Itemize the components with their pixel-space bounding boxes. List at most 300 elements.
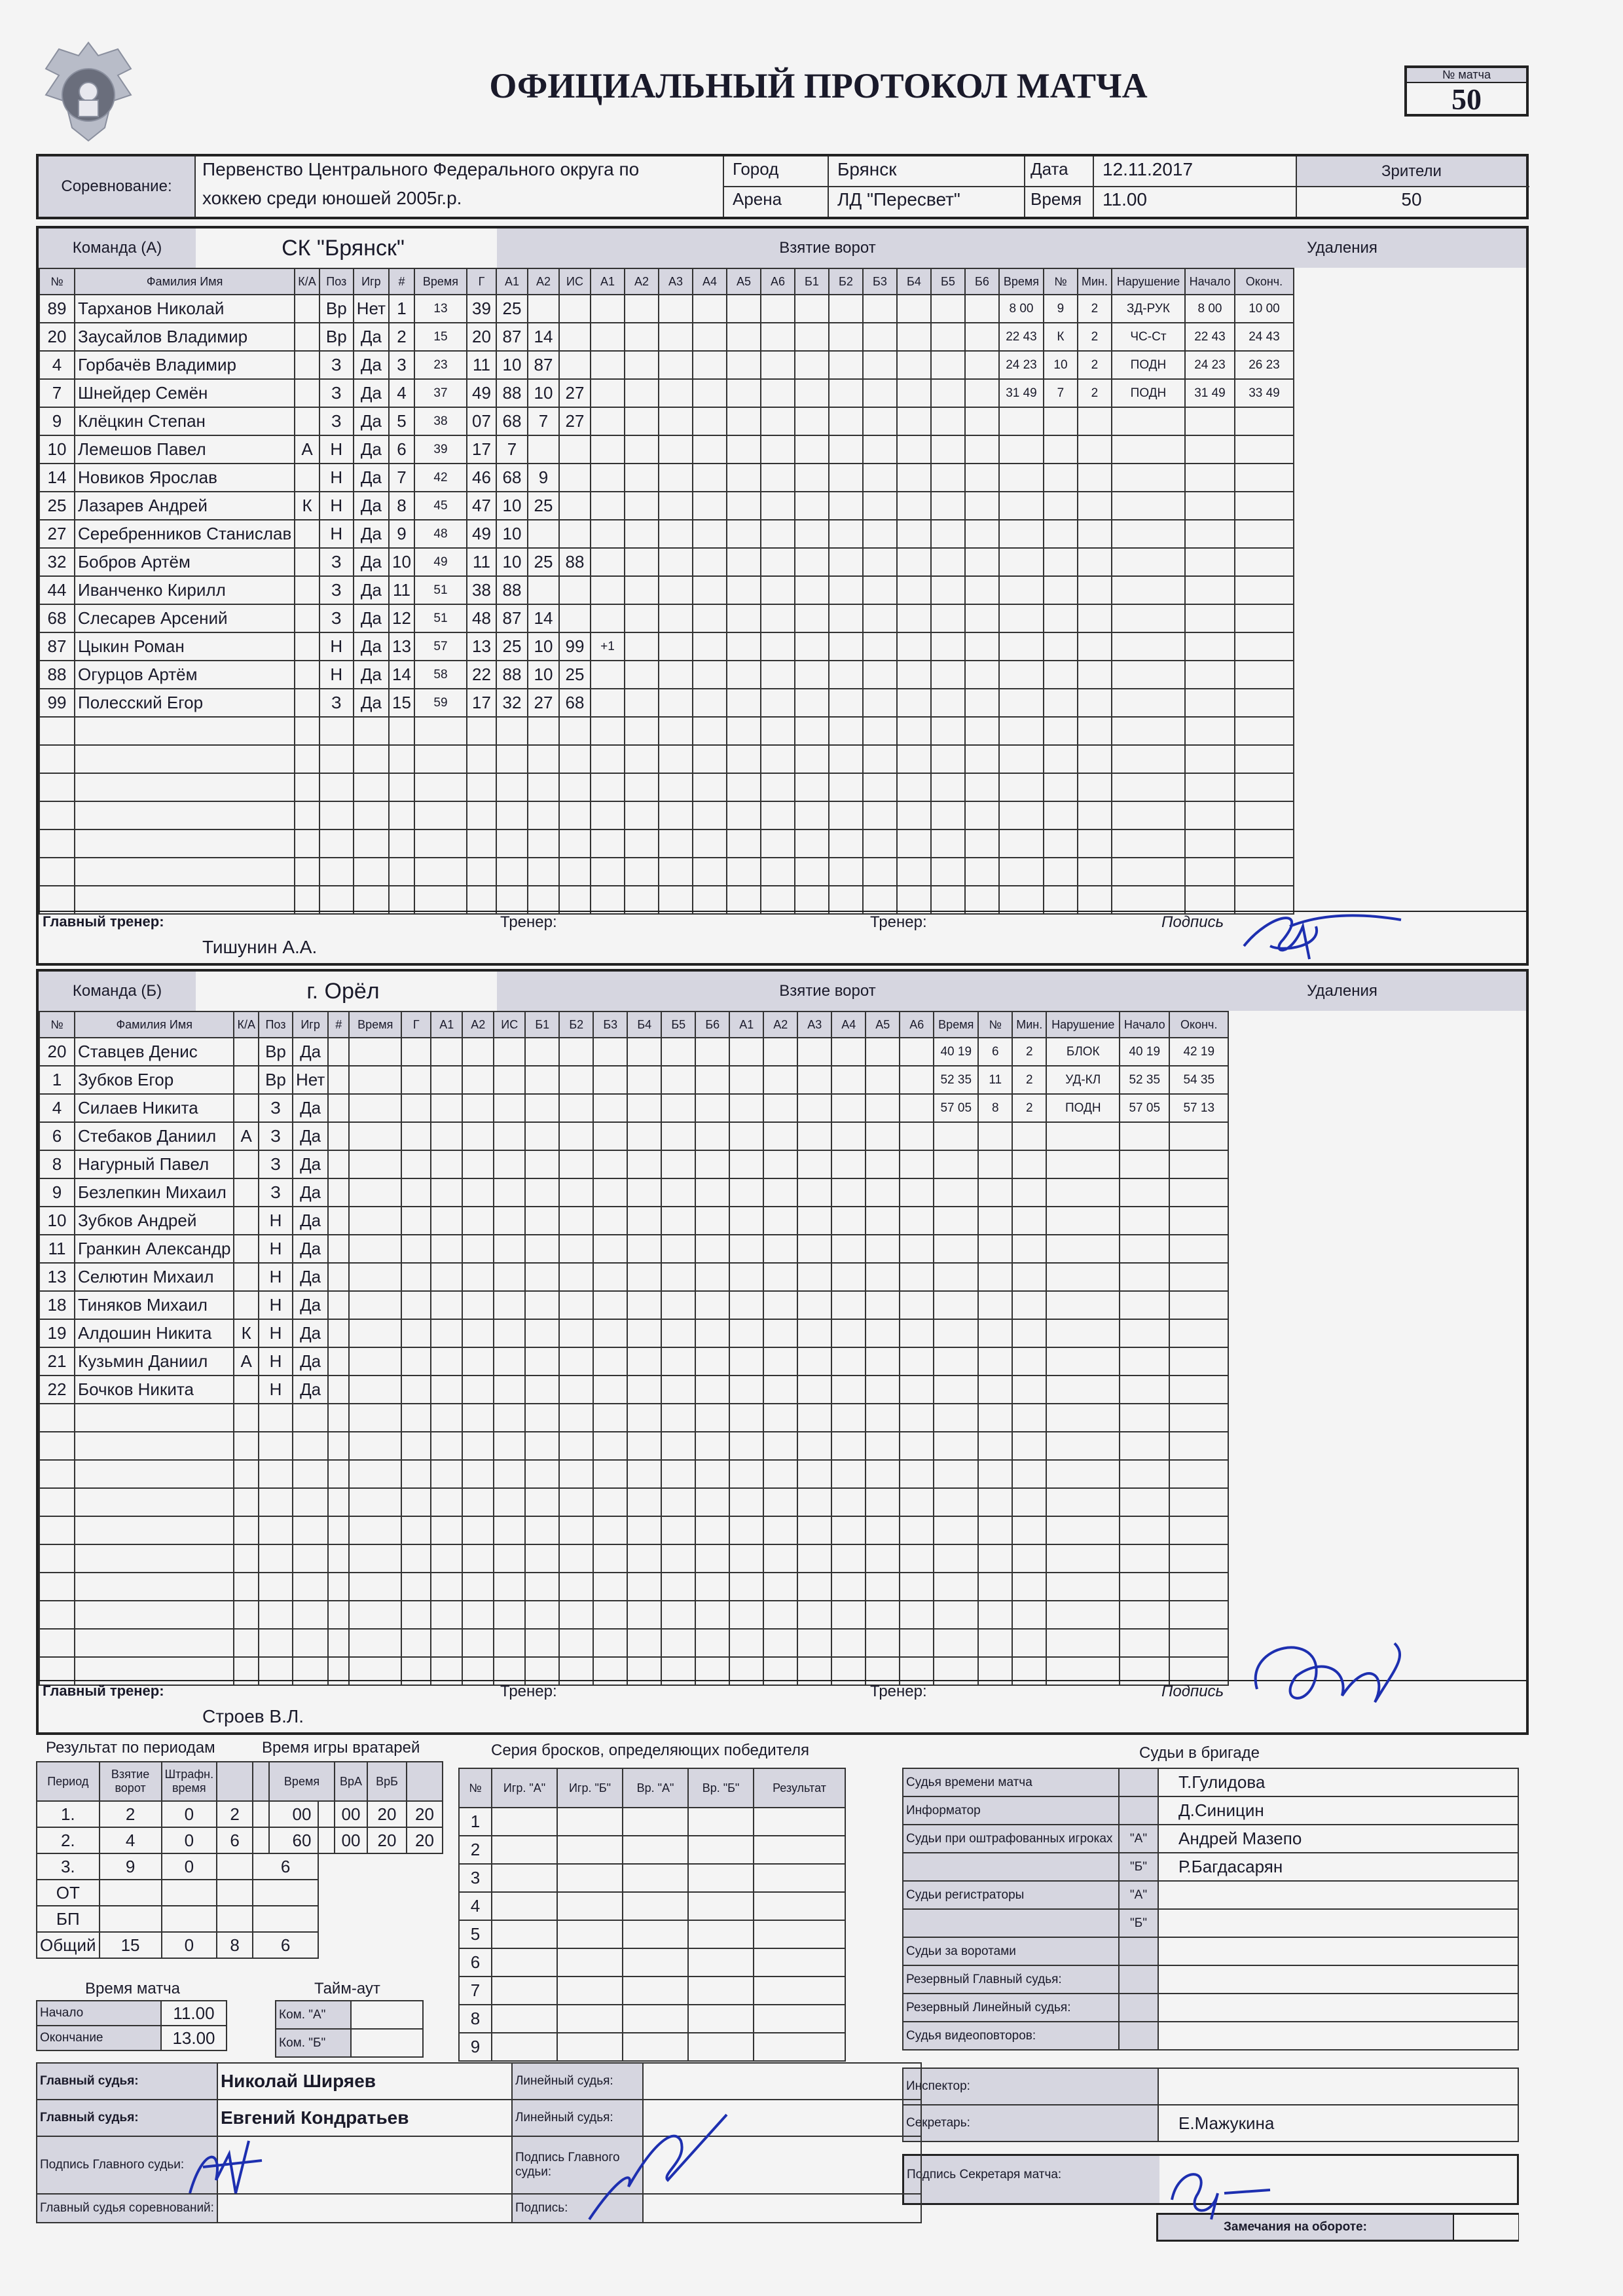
cell — [866, 1122, 900, 1150]
cell — [1169, 1544, 1228, 1573]
cell — [763, 1601, 797, 1629]
cell — [462, 1516, 494, 1544]
cell — [401, 1291, 431, 1319]
cell — [75, 1460, 234, 1488]
cell — [897, 829, 931, 858]
match-time-title: Время матча — [85, 1980, 181, 1997]
cell — [999, 717, 1044, 745]
cell — [259, 1573, 293, 1601]
cell: 1 — [39, 1066, 75, 1094]
teamA-col-28: Оконч. — [1235, 268, 1294, 295]
cell — [1235, 407, 1294, 435]
cell — [978, 1235, 1012, 1263]
cell — [295, 548, 319, 576]
cell — [1046, 1404, 1120, 1432]
cell — [1169, 1601, 1228, 1629]
cell — [661, 1291, 695, 1319]
cell — [414, 801, 467, 829]
cell — [763, 1460, 797, 1488]
cell: 31 49 — [1185, 379, 1235, 407]
cell — [1120, 1544, 1169, 1573]
cell: 46 — [467, 464, 496, 492]
time-label: Время — [1030, 189, 1082, 209]
teamB-col-10: ИС — [494, 1011, 525, 1038]
match-time-table — [36, 2000, 227, 2051]
cell: 24 23 — [999, 351, 1044, 379]
cell — [866, 1376, 900, 1404]
cell — [661, 1629, 695, 1657]
cell: Да — [354, 548, 389, 576]
cell — [1120, 1319, 1169, 1347]
cell — [763, 1291, 797, 1319]
cell — [695, 1629, 729, 1657]
teamA-col-5: # — [389, 268, 414, 295]
teamB-row — [39, 1066, 1228, 1094]
periods-cell: 6 — [253, 1853, 318, 1880]
cell — [295, 464, 319, 492]
teamA-row — [39, 435, 1294, 464]
periods-cell — [217, 1880, 253, 1906]
cell — [727, 351, 761, 379]
teamB-row — [39, 1207, 1228, 1235]
teamA-row — [39, 379, 1294, 407]
teamB-col-18: А2 — [763, 1011, 797, 1038]
cell — [1012, 1178, 1046, 1207]
cell — [295, 801, 319, 829]
cell: Да — [293, 1376, 328, 1404]
cell: Н — [319, 632, 354, 661]
cell — [965, 379, 999, 407]
cell — [494, 1263, 525, 1291]
gk-head — [407, 1762, 443, 1801]
cell: Да — [293, 1263, 328, 1291]
cell — [659, 829, 693, 858]
cell — [897, 407, 931, 435]
cell — [593, 1178, 627, 1207]
cell: 15 — [414, 323, 467, 351]
periods-cell: 2. — [37, 1827, 100, 1853]
cell — [795, 632, 829, 661]
cell: 27 — [39, 520, 75, 548]
cell — [627, 1319, 661, 1347]
cell — [978, 1432, 1012, 1460]
shootout-num: 8 — [459, 2005, 492, 2033]
cell — [934, 1460, 978, 1488]
cell — [900, 1404, 934, 1432]
teamB-row — [39, 1544, 1228, 1573]
cell — [763, 1404, 797, 1432]
cell — [866, 1066, 900, 1094]
cell — [401, 1207, 431, 1235]
cell — [528, 295, 559, 323]
cell — [934, 1573, 978, 1601]
cell — [559, 295, 591, 323]
cell — [761, 689, 795, 717]
cell — [295, 773, 319, 801]
cell — [661, 1601, 695, 1629]
cell: Новиков Ярослав — [75, 464, 295, 492]
cell: Да — [354, 661, 389, 689]
cell — [761, 858, 795, 886]
cell — [693, 745, 727, 773]
cell — [593, 1122, 627, 1150]
cell — [354, 858, 389, 886]
cell — [528, 801, 559, 829]
cell: Тиняков Михаил — [75, 1291, 234, 1319]
cell: 40 19 — [934, 1038, 978, 1066]
cell — [931, 717, 965, 745]
cell — [693, 632, 727, 661]
teamB-row — [39, 1094, 1228, 1122]
team-b-coach2-label: Тренер: — [870, 1683, 927, 1700]
cell — [625, 520, 659, 548]
team-b-head-coach: Строев В.Л. — [202, 1706, 304, 1726]
teamB-col-2: К/А — [234, 1011, 259, 1038]
cell — [831, 1516, 866, 1544]
cell — [1169, 1319, 1228, 1347]
cell — [900, 1319, 934, 1347]
cell — [525, 1094, 559, 1122]
spectators-label: Зрители — [1297, 156, 1526, 186]
cell: 15 — [389, 689, 414, 717]
cell — [1044, 661, 1078, 689]
cell: Алдошин Никита — [75, 1319, 234, 1347]
cell: 9 — [528, 464, 559, 492]
cell — [467, 773, 496, 801]
cell — [295, 576, 319, 604]
cell — [431, 1263, 462, 1291]
cell — [863, 295, 897, 323]
cell — [525, 1573, 559, 1601]
cell — [591, 661, 625, 689]
cell — [866, 1150, 900, 1178]
cell — [627, 1573, 661, 1601]
cell: Да — [293, 1094, 328, 1122]
line-ref1-label: Линейный судья: — [512, 2063, 643, 2100]
gk-cell: 00 — [335, 1801, 367, 1827]
cell — [559, 717, 591, 745]
cell — [627, 1544, 661, 1573]
cell — [259, 1601, 293, 1629]
cell — [528, 886, 559, 914]
cell — [693, 379, 727, 407]
cell — [761, 576, 795, 604]
cell: 6 — [978, 1038, 1012, 1066]
spectators-value: 50 — [1401, 189, 1422, 210]
cell — [462, 1432, 494, 1460]
ref-name: Д.Синицин — [1158, 1796, 1518, 1825]
cell — [661, 1488, 695, 1516]
cell — [863, 323, 897, 351]
cell: 37 — [414, 379, 467, 407]
cell: Огурцов Артём — [75, 661, 295, 689]
periods-head: Период — [37, 1762, 100, 1801]
cell — [75, 1544, 234, 1573]
cell — [1078, 661, 1112, 689]
shootout-table — [458, 1768, 846, 2062]
teamB-col-25: Мин. — [1012, 1011, 1046, 1038]
cell: Да — [354, 351, 389, 379]
cell — [829, 886, 863, 914]
cell — [1046, 1488, 1120, 1516]
teamB-col-0: № — [39, 1011, 75, 1038]
cell — [729, 1601, 763, 1629]
match-end: 13.00 — [161, 2026, 227, 2050]
cell — [625, 801, 659, 829]
cell — [431, 1122, 462, 1150]
cell — [931, 464, 965, 492]
cell — [831, 1404, 866, 1432]
cell — [349, 1601, 401, 1629]
cell — [866, 1094, 900, 1122]
cell — [863, 520, 897, 548]
cell — [761, 492, 795, 520]
cell — [494, 1150, 525, 1178]
cell — [401, 1263, 431, 1291]
cell — [496, 829, 528, 858]
periods-cell — [100, 1906, 162, 1932]
cell — [795, 717, 829, 745]
cell: 68 — [496, 407, 528, 435]
cell — [978, 1376, 1012, 1404]
cell — [234, 1094, 259, 1122]
cell — [627, 1038, 661, 1066]
cell: 13 — [467, 632, 496, 661]
cell — [401, 1573, 431, 1601]
cell: Серебренников Станислав — [75, 520, 295, 548]
teamA-col-18: Б2 — [829, 268, 863, 295]
cell — [1235, 858, 1294, 886]
cell — [354, 886, 389, 914]
cell — [75, 1629, 234, 1657]
cell: З — [259, 1178, 293, 1207]
cell — [863, 632, 897, 661]
cell — [829, 492, 863, 520]
cell — [559, 1601, 593, 1629]
cell — [293, 1601, 328, 1629]
cell — [1078, 801, 1112, 829]
cell — [328, 1094, 349, 1122]
cell — [829, 773, 863, 801]
cell — [319, 858, 354, 886]
cell — [831, 1488, 866, 1516]
cell: Клёцкин Степан — [75, 407, 295, 435]
cell — [693, 323, 727, 351]
cell — [978, 1291, 1012, 1319]
ref-role: Судьи при оштрафованных игроках — [903, 1825, 1119, 1853]
teamB-row — [39, 1601, 1228, 1629]
cell — [1185, 492, 1235, 520]
cell — [401, 1347, 431, 1376]
cell — [494, 1432, 525, 1460]
cell — [234, 1404, 259, 1432]
cell — [525, 1178, 559, 1207]
cell — [625, 351, 659, 379]
cell — [831, 1291, 866, 1319]
cell: 42 — [414, 464, 467, 492]
cell — [593, 1207, 627, 1235]
cell — [625, 379, 659, 407]
cell — [389, 858, 414, 886]
cell — [1185, 520, 1235, 548]
cell — [729, 1291, 763, 1319]
cell — [897, 773, 931, 801]
cell — [1046, 1207, 1120, 1235]
ref-role: Судьи за воротами — [903, 1937, 1119, 1965]
cell: Да — [354, 435, 389, 464]
cell — [978, 1319, 1012, 1347]
cell — [999, 548, 1044, 576]
cell — [1169, 1460, 1228, 1488]
cell — [494, 1319, 525, 1347]
cell — [727, 379, 761, 407]
cell — [829, 323, 863, 351]
cell — [695, 1460, 729, 1488]
cell — [627, 1263, 661, 1291]
cell — [727, 407, 761, 435]
cell — [978, 1601, 1012, 1629]
cell — [462, 1544, 494, 1573]
periods-cell: 2 — [100, 1801, 162, 1827]
cell — [1235, 717, 1294, 745]
cell: З — [259, 1150, 293, 1178]
ref-side: "А" — [1119, 1881, 1158, 1909]
cell: 20 — [39, 323, 75, 351]
teamA-col-4: Игр — [354, 268, 389, 295]
cell: Да — [354, 632, 389, 661]
cell — [259, 1516, 293, 1544]
cell — [39, 801, 75, 829]
cell — [467, 886, 496, 914]
cell — [999, 632, 1044, 661]
cell — [999, 858, 1044, 886]
cell — [761, 717, 795, 745]
cell — [328, 1150, 349, 1178]
cell: 14 — [39, 464, 75, 492]
cell — [462, 1094, 494, 1122]
cell — [661, 1094, 695, 1122]
cell — [431, 1038, 462, 1066]
teamA-col-11: А1 — [591, 268, 625, 295]
cell — [1078, 576, 1112, 604]
cell — [559, 520, 591, 548]
cell — [999, 829, 1044, 858]
cell — [328, 1122, 349, 1150]
cell — [1120, 1432, 1169, 1460]
cell: 52 35 — [1120, 1066, 1169, 1094]
teamA-row — [39, 661, 1294, 689]
cell — [897, 745, 931, 773]
cell: 8 — [389, 492, 414, 520]
cell: 54 35 — [1169, 1066, 1228, 1094]
cell: 68 — [496, 464, 528, 492]
competition-header — [36, 154, 1529, 219]
cell — [693, 576, 727, 604]
cell — [1044, 858, 1078, 886]
teamA-row — [39, 407, 1294, 435]
cell — [591, 745, 625, 773]
cell — [462, 1319, 494, 1347]
cell — [494, 1347, 525, 1376]
teamB-col-7: Г — [401, 1011, 431, 1038]
cell — [234, 1573, 259, 1601]
cell — [625, 632, 659, 661]
cell — [978, 1573, 1012, 1601]
cell — [1120, 1601, 1169, 1629]
cell — [593, 1432, 627, 1460]
teamA-col-12: А2 — [625, 268, 659, 295]
cell — [999, 773, 1044, 801]
cell: Да — [293, 1319, 328, 1347]
cell: Нет — [293, 1066, 328, 1094]
cell: 32 — [496, 689, 528, 717]
cell — [866, 1207, 900, 1235]
timeout-a-label: Ком. "А" — [276, 2001, 351, 2029]
cell — [1120, 1178, 1169, 1207]
cell — [295, 717, 319, 745]
cell — [319, 801, 354, 829]
date-value: 12.11.2017 — [1103, 159, 1194, 179]
cell: 87 — [39, 632, 75, 661]
cell — [1169, 1122, 1228, 1150]
cell: 25 — [528, 548, 559, 576]
cell: 11 — [389, 576, 414, 604]
cell — [795, 435, 829, 464]
cell — [494, 1460, 525, 1488]
cell — [659, 548, 693, 576]
team-b-goals-header: Взятие ворот — [497, 972, 1158, 1011]
cell — [729, 1573, 763, 1601]
cell — [797, 1573, 831, 1601]
cell — [401, 1432, 431, 1460]
cell — [1012, 1404, 1046, 1432]
cell — [695, 1601, 729, 1629]
cell: Вр — [319, 323, 354, 351]
cell: Бобров Артём — [75, 548, 295, 576]
cell — [659, 351, 693, 379]
cell — [761, 295, 795, 323]
cell — [625, 576, 659, 604]
cell — [431, 1404, 462, 1432]
cell — [763, 1122, 797, 1150]
cell — [39, 886, 75, 914]
teamA-col-13: А3 — [659, 268, 693, 295]
cell: 44 — [39, 576, 75, 604]
cell — [795, 576, 829, 604]
cell — [1078, 773, 1112, 801]
timeout-b-label: Ком. "Б" — [276, 2029, 351, 2057]
ref-name — [1158, 1937, 1518, 1965]
cell: 2 — [1078, 351, 1112, 379]
secretary-sign-label: Подпись Секретаря матча: — [904, 2156, 1159, 2203]
cell — [999, 576, 1044, 604]
cell — [829, 632, 863, 661]
teamA-col-26: Нарушение — [1112, 268, 1185, 295]
ref-side — [1119, 1937, 1158, 1965]
teamA-row — [39, 576, 1294, 604]
team-a-goals-header: Взятие ворот — [497, 228, 1158, 268]
cell — [494, 1488, 525, 1516]
cell: 24 43 — [1235, 323, 1294, 351]
competition-line1: Первенство Центрального Федерального округа по — [202, 159, 640, 179]
cell — [349, 1178, 401, 1207]
signature-team-a — [1231, 887, 1421, 972]
cell — [695, 1038, 729, 1066]
cell — [1078, 520, 1112, 548]
cell — [1044, 829, 1078, 858]
cell — [897, 717, 931, 745]
cell — [900, 1488, 934, 1516]
